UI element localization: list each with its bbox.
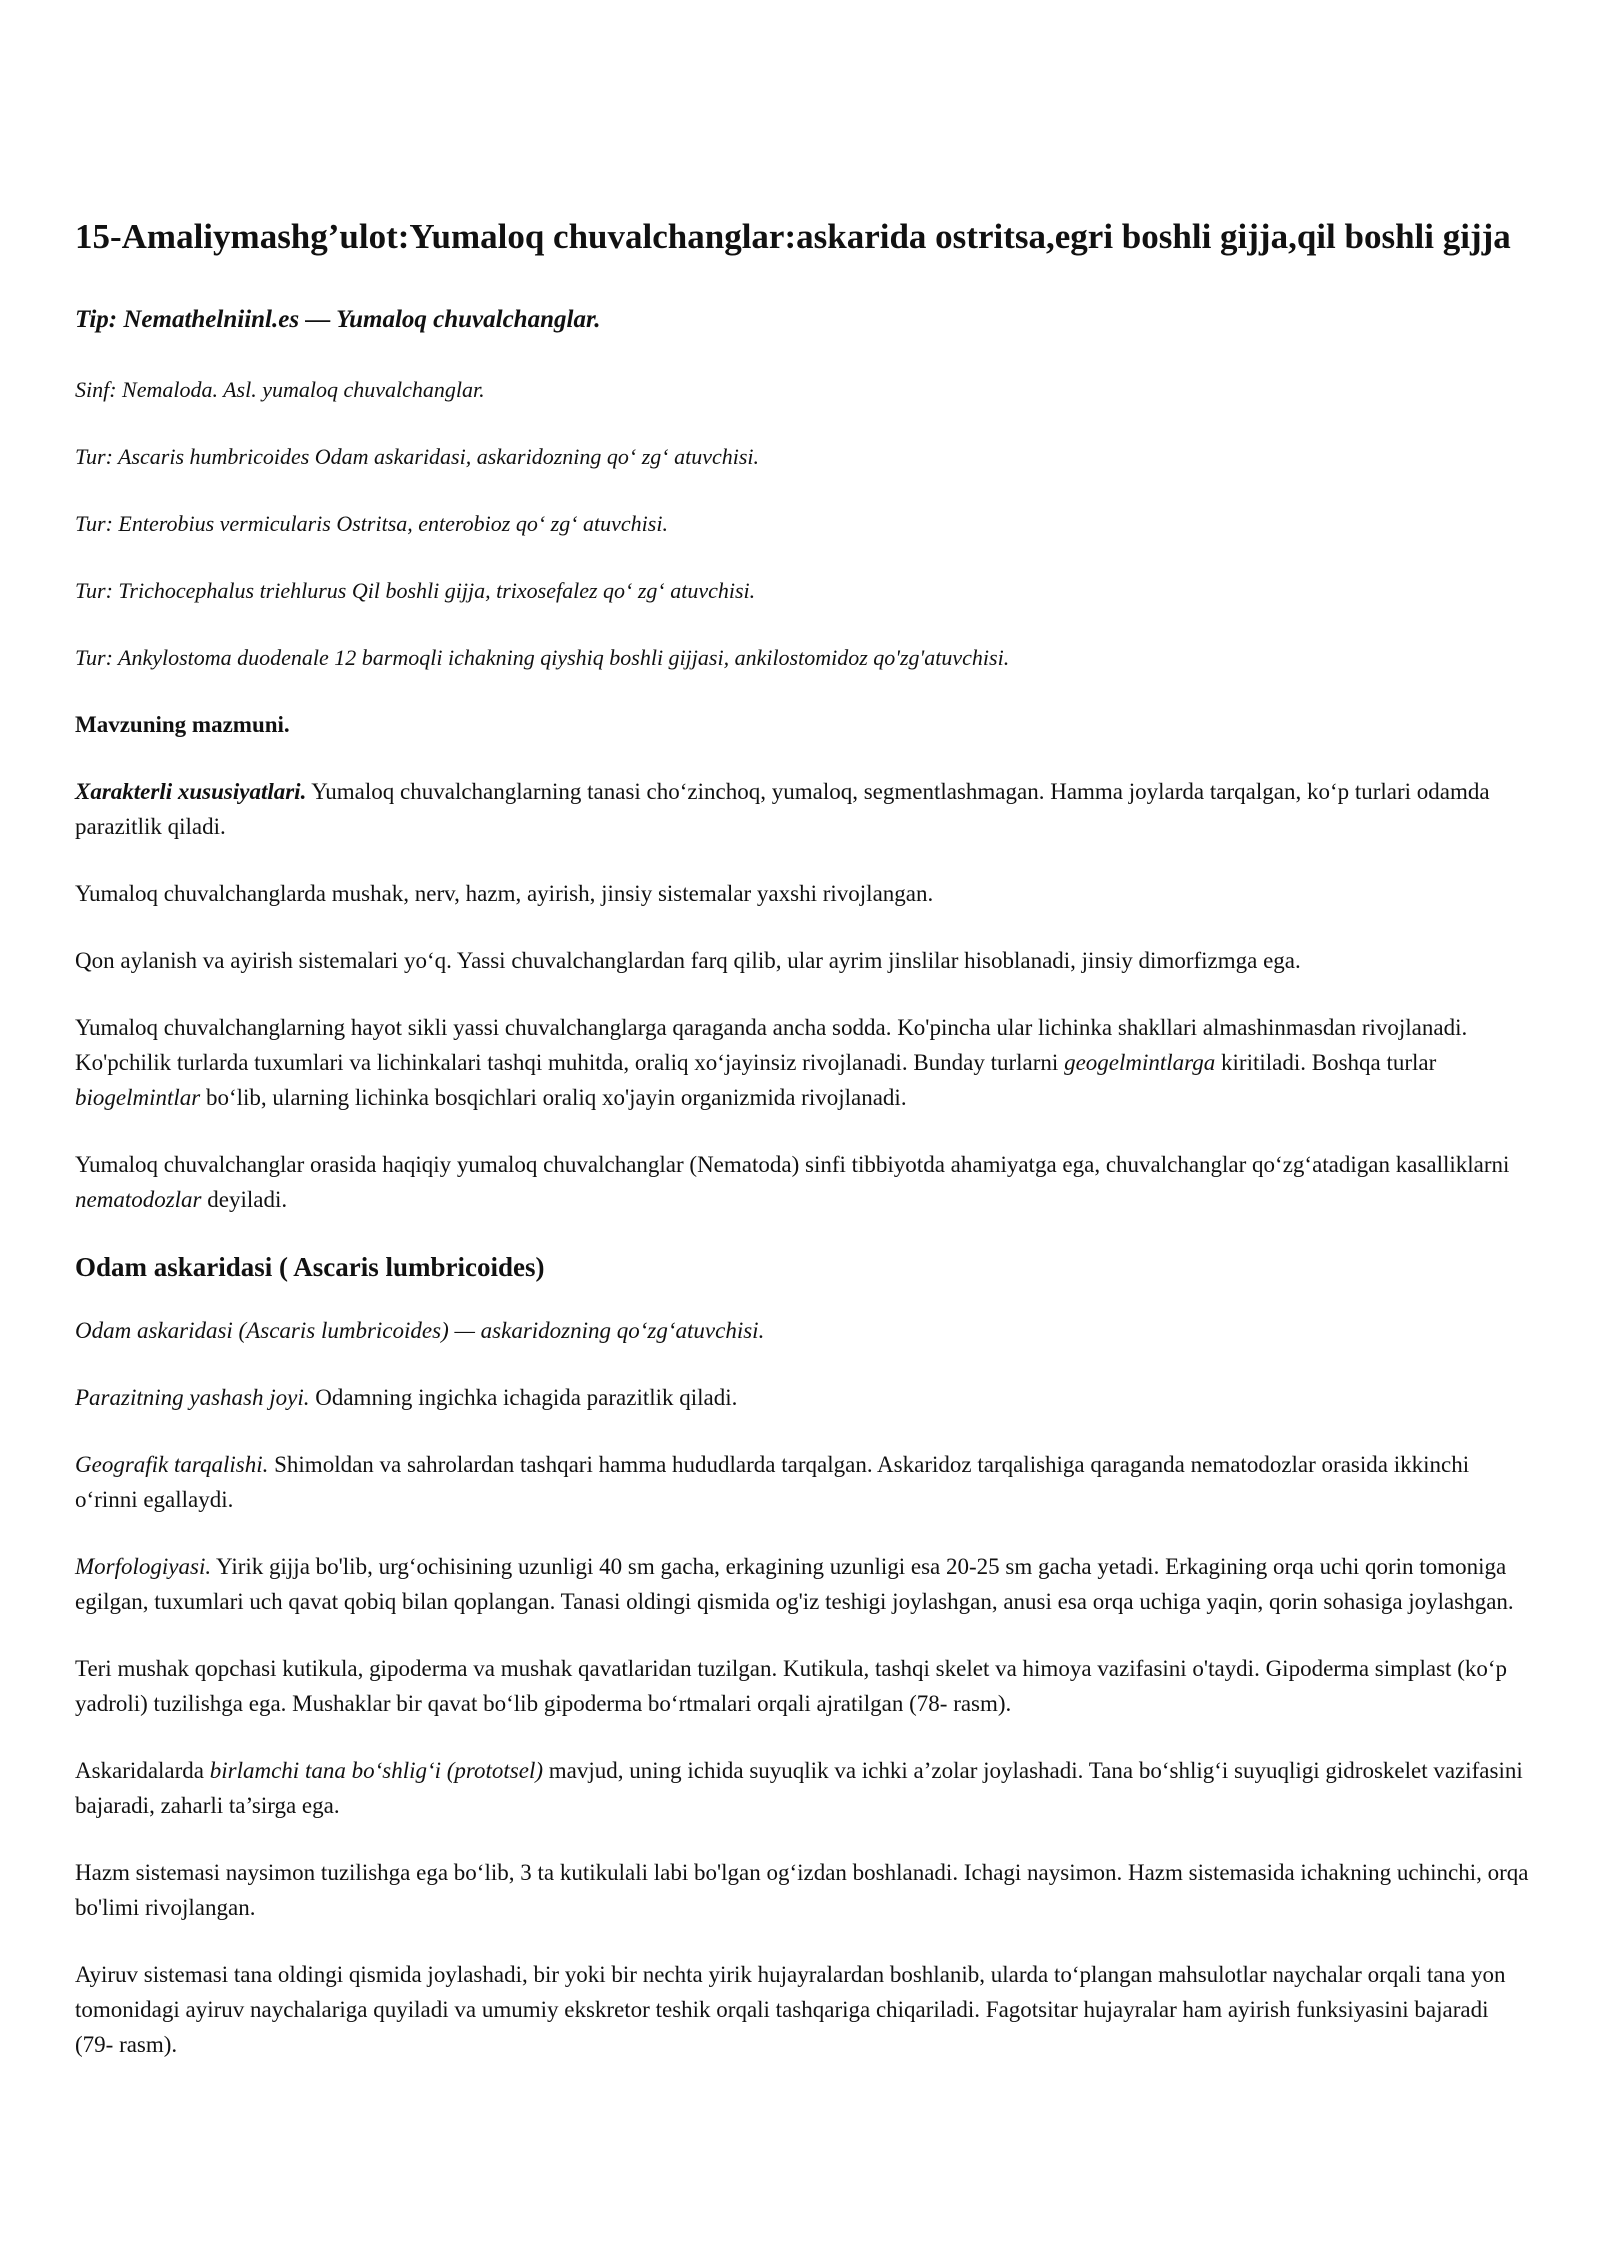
paragraph-life-cycle: [75, 1010, 1530, 1115]
nematoda-text-b: deyiladi.: [201, 1187, 288, 1212]
nematodoses-term: nematodozlar: [75, 1187, 202, 1212]
morphology-lead: Morfologiyasi.: [75, 1554, 212, 1579]
tip-line: Tip: Nemathelniinl.es — Yumaloq chuvalchanglar.: [75, 306, 601, 333]
life-cycle-text-b: kiritiladi. Boshqa turlar: [1215, 1050, 1437, 1075]
habitat-text: Odamning ingichka ichagida parazitlik qiladi.: [309, 1385, 738, 1410]
paragraph-digestive: Hazm sistemasi naysimon tuzilishga ega bo‘lib, 3 ta kutikulali labi bo'lgan og‘izdan boshlanadi. Ichagi naysimon. Hazm sistemasida ichakning uchinchi, orqa bo'limi rivojlangan.: [75, 1860, 1529, 1920]
paragraph-geography: [75, 1447, 1530, 1517]
body-cavity-text-b: mavjud, uning ichida suyuqlik va ichki a’zolar joylashadi. Tana bo‘shlig‘i suyuqligi gidroskelet vazifasini bajaradi, zaharli ta’sirga ega.: [75, 1758, 1523, 1818]
biohelminth-term: biogelmintlar: [75, 1085, 201, 1110]
page-title: 15-Amaliymashg’ulot:Yumaloq chuvalchanglar:askarida ostritsa,egri boshli gijja,qil boshli gijja: [75, 217, 1511, 256]
prototsel-term: birlamchi tana bo‘shlig‘i (prototsel): [209, 1758, 544, 1783]
species-line-ascaris: Tur: Ascaris humbricoides Odam askaridasi, askaridozning qo‘ zg‘ atuvchisi.: [75, 444, 760, 469]
section-heading-ascaris: Odam askaridasi ( Ascaris lumbricoides): [75, 1252, 545, 1282]
morphology-text: Yirik gijja bo'lib, urg‘ochisining uzunligi 40 sm gacha, erkagining uzunligi esa 20-25 sm gacha yetadi. Erkagining orqa uchi qorin tomoniga egilgan, tuxumlari uch qavat qobiq bilan qoplangan. Tanasi oldingi qismida og'iz teshigi joylashgan, anusi esa orqa uchiga yaqin, qorin sohasiga joylashgan.: [75, 1554, 1514, 1614]
characteristics-text: Yumaloq chuvalchanglarning tanasi cho‘zinchoq, yumaloq, segmentlashmagan. Hamma joylarda tarqalgan, ko‘p turlari odamda parazitlik qiladi.: [75, 779, 1490, 839]
paragraph-excretory: Ayiruv sistemasi tana oldingi qismida joylashadi, bir yoki bir nechta yirik hujayralardan boshlanib, ularda to‘plangan mahsulotlar naychalar orqali tana yon tomonidagi ayiruv naychalariga quyiladi va umumiy ekskretor teshik orqali tashqariga chiqariladi. Fagotsitar hujayralar ham ayirish funksiyasini bajaradi (79- rasm).: [75, 1962, 1506, 2057]
characteristics-lead: Xarakterli xususiyatlari.: [75, 779, 307, 804]
paragraph-characteristics: [75, 774, 1530, 844]
paragraph-circulation: Qon aylanish va ayirish sistemalari yo‘q. Yassi chuvalchanglardan farq qilib, ular ayrim jinslilar hisoblanadi, jinsiy dimorfizmga ega.: [75, 948, 1301, 973]
geohelminth-term: geogelmintlarga: [1064, 1050, 1216, 1075]
document-page: [75, 215, 1530, 2094]
species-line-ankylostoma: Tur: Ankylostoma duodenale 12 barmoqli ichakning qiyshiq boshli gijjasi, ankilostomidoz qo'zg'atuvchisi.: [75, 645, 1010, 670]
class-line: Sinf: Nemaloda. Asl. yumaloq chuvalchanglar.: [75, 377, 485, 402]
paragraph-nematoda: [75, 1147, 1530, 1217]
species-line-enterobius: Tur: Enterobius vermicularis Ostritsa, enterobioz qo‘ zg‘ atuvchisi.: [75, 511, 668, 536]
theme-heading: Mavzuning mazmuni.: [75, 712, 290, 737]
life-cycle-text-a: Yumaloq chuvalchanglarning hayot sikli yassi chuvalchanglarga qaraganda ancha sodda. Ko'pincha ular lichinka shakllari almashinmasdan rivojlanadi. Ko'pchilik turlarda tuxumlari va lichinkalari tashqi muhitda, oraliq xo‘jayinsiz rivojlanadi. Bunday turlarni: [75, 1015, 1468, 1075]
paragraph-morphology: [75, 1549, 1530, 1619]
paragraph-skin-muscle: Teri mushak qopchasi kutikula, gipoderma va mushak qavatlaridan tuzilgan. Kutikula, tashqi skelet va himoya vazifasini o'taydi. Gipoderma simplast (ko‘p yadroli) tuzilishga ega. Mushaklar bir qavat bo‘lib gipoderma bo‘rtmalari orqali ajratilgan (78- rasm).: [75, 1656, 1508, 1716]
geography-lead: Geografik tarqalishi.: [75, 1452, 269, 1477]
paragraph-habitat: [75, 1380, 1530, 1415]
paragraph-body-cavity: [75, 1753, 1530, 1823]
paragraph-ascaris-definition: Odam askaridasi (Ascaris lumbricoides) — askaridozning qo‘zg‘atuvchisi.: [75, 1318, 765, 1343]
body-cavity-text-a: Askaridalarda: [75, 1758, 210, 1783]
life-cycle-text-c: bo‘lib, ularning lichinka bosqichlari oraliq xo'jayin organizmida rivojlanadi.: [200, 1085, 907, 1110]
geography-text: Shimoldan va sahrolardan tashqari hamma hududlarda tarqalgan. Askaridoz tarqalishiga qaraganda nematodozlar orasida ikkinchi o‘rinni egallaydi.: [75, 1452, 1470, 1512]
nematoda-text-a: Yumaloq chuvalchanglar orasida haqiqiy yumaloq chuvalchanglar (Nematoda) sinfi tibbiyotda ahamiyatga ega, chuvalchanglar qo‘zg‘atadigan kasalliklarni: [75, 1152, 1510, 1177]
species-line-trichocephalus: Tur: Trichocephalus triehlurus Qil boshli gijja, trixosefalez qo‘ zg‘ atuvchisi.: [75, 578, 756, 603]
paragraph-systems: Yumaloq chuvalchanglarda mushak, nerv, hazm, ayirish, jinsiy sistemalar yaxshi rivojlangan.: [75, 881, 934, 906]
habitat-lead: Parazitning yashash joyi.: [75, 1385, 310, 1410]
